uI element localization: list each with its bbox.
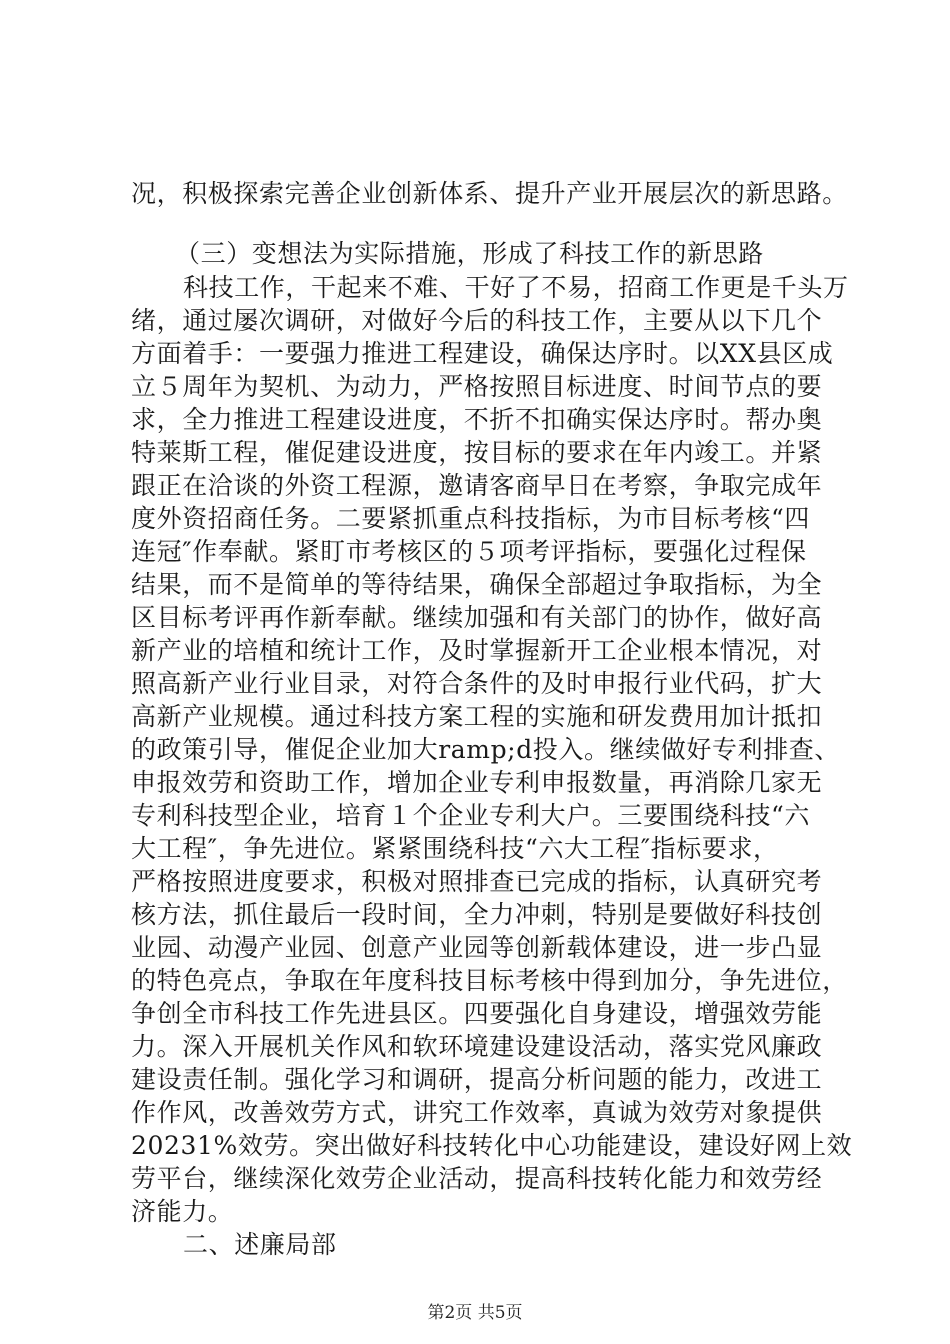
paragraph-line: 业园、动漫产业园、创意产业园等创新载体建设，进一步凸显 xyxy=(131,933,823,962)
paragraph-line: 立５周年为契机、为动力，严格按照目标进度、时间节点的要 xyxy=(131,372,823,401)
section-two-heading: 二、述廉局部 xyxy=(183,1230,337,1259)
paragraph-line: 建设责任制。强化学习和调研，提高分析问题的能力，改进工 xyxy=(131,1065,823,1094)
paragraph-line: 区目标考评再作新奉献。继续加强和有关部门的协作，做好高 xyxy=(131,603,823,632)
paragraph-line: 的政策引导，催促企业加大ramp;d投入。继续做好专利排查、 xyxy=(131,735,840,764)
paragraph-line: 作作风，改善效劳方式，讲究工作效率，真诚为效劳对象提供 xyxy=(131,1098,823,1127)
paragraph-line: 申报效劳和资助工作，增加企业专利申报数量，再消除几家无 xyxy=(131,768,823,797)
paragraph-line: 大工程″，争先进位。紧紧围绕科技“六大工程″指标要求， xyxy=(131,834,779,863)
paragraph-line: 跟正在洽谈的外资工程源，邀请客商早日在考察，争取完成年 xyxy=(131,471,823,500)
paragraph-line: 争创全市科技工作先进县区。四要强化自身建设，增强效劳能 xyxy=(131,999,823,1028)
paragraph-line: 的特色亮点，争取在年度科技目标考核中得到加分，争先进位， xyxy=(131,966,848,995)
paragraph-line: 劳平台，继续深化效劳企业活动，提高科技转化能力和效劳经 xyxy=(131,1164,823,1193)
paragraph-line: 济能力。 xyxy=(131,1197,234,1226)
paragraph-line: 照高新产业行业目录，对符合条件的及时申报行业代码，扩大 xyxy=(131,669,823,698)
paragraph-line: 20231%效劳。突出做好科技转化中心功能建设，建设好网上效 xyxy=(131,1131,853,1160)
paragraph-line: 严格按照进度要求，积极对照排查已完成的指标，认真研究考 xyxy=(131,867,823,896)
paragraph-line: 方面着手：一要强力推进工程建设，确保达序时。以XX县区成 xyxy=(131,339,834,368)
paragraph-line: 科技工作，干起来不难、干好了不易，招商工作更是千头万 xyxy=(183,273,849,302)
paragraph-line: 核方法，抓住最后一段时间，全力冲刺，特别是要做好科技创 xyxy=(131,900,823,929)
section-heading: （三）变想法为实际措施，形成了科技工作的新思路 xyxy=(175,239,764,268)
page-footer: 第2页 共5页 xyxy=(427,1303,523,1323)
paragraph-line: 高新产业规模。通过科技方案工程的实施和研发费用加计抵扣 xyxy=(131,702,823,731)
paragraph-line: 专利科技型企业，培育１个企业专利大户。三要围绕科技“六 xyxy=(131,801,810,830)
paragraph-line: 度外资招商任务。二要紧抓重点科技指标，为市目标考核“四 xyxy=(131,504,810,533)
paragraph-line: 求，全力推进工程建设进度，不折不扣确实保达序时。帮办奥 xyxy=(131,405,823,434)
paragraph-line: 连冠″作奉献。紧盯市考核区的５项考评指标，要强化过程保 xyxy=(131,537,807,566)
paragraph-line: 绪，通过屡次调研，对做好今后的科技工作，主要从以下几个 xyxy=(131,306,823,335)
continuation-line: 况，积极探索完善企业创新体系、提升产业开展层次的新思路。 xyxy=(131,179,848,208)
paragraph-line: 新产业的培植和统计工作，及时掌握新开工企业根本情况，对 xyxy=(131,636,823,665)
paragraph-line: 特莱斯工程，催促建设进度，按目标的要求在年内竣工。并紧 xyxy=(131,438,823,467)
paragraph-line: 力。深入开展机关作风和软环境建设建设活动，落实党风廉政 xyxy=(131,1032,823,1061)
paragraph-line: 结果，而不是简单的等待结果，确保全部超过争取指标，为全 xyxy=(131,570,823,599)
